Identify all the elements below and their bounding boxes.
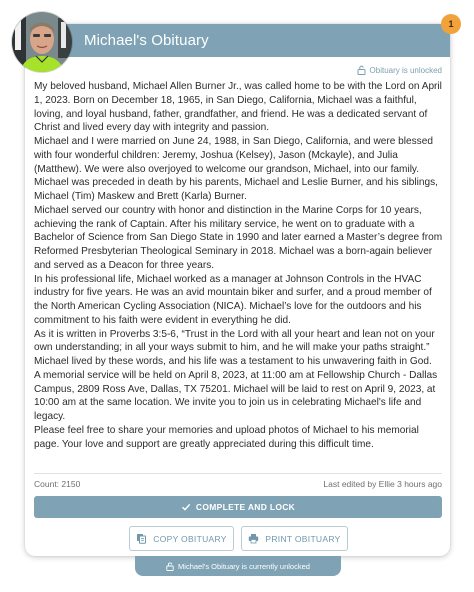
copy-icon [136, 533, 147, 544]
copy-obituary-button[interactable] [129, 526, 234, 551]
avatar [12, 12, 72, 72]
copy-obituary-label: COPY OBITUARY [153, 533, 227, 544]
lock-status-footer-label: Michael's Obituary is currently unlocked [178, 561, 310, 571]
obituary-paragraph: A memorial service will be held on April 8, 2023, at 11:00 am at Fellowship Church - Dallas Campus, 2809 Ross Ave, Dallas, TX 75201. Michael will be laid to rest on April 9, 2023, at 10:00 am at the same location. We invite you to join us in celebrating Michael's life and legacy. [34, 369, 438, 422]
card-header [25, 24, 450, 57]
printer-icon [248, 533, 259, 544]
complete-and-lock-label: COMPLETE AND LOCK [195, 502, 296, 512]
obituary-paragraph: In his professional life, Michael worked as a manager at Johnson Controls in the HVAC industry for five years. He was an avid mountain biker and surfer, and a proud member of the North American Cycling Association (NICA). Michael’s love for the outdoors and his commitment to his faith were evident in everything he did. [34, 273, 432, 326]
obituary-paragraph: My beloved husband, Michael Allen Burner Jr., was called home to be with the Lord on April 1, 2023. Born on December 18, 1965, in San Diego, California, Michael was a faithful, loving, and loyal husband, father, grandfather, and friend. He was a dedicated servant of Christ and lived every day with integrity and passion. [34, 81, 442, 134]
obituary-paragraph: Please feel free to share your memories and upload photos of Michael to his memorial page. Your love and support are greatly appreciated during this difficult time. [34, 424, 419, 450]
lock-status-footer [135, 556, 341, 576]
print-obituary-label: PRINT OBITUARY [265, 533, 341, 544]
obituary-paragraph: As it is written in Proverbs 3:5-6, “Trust in the Lord with all your heart and lean not on your own understanding; in all your ways submit to him, and he will make your paths straight.” Michael lived by these words, and his life was a testament to his unwavering faith in God. [34, 328, 435, 367]
complete-and-lock-button[interactable] [34, 496, 442, 518]
check-icon [181, 502, 191, 512]
page-title: Michael's Obituary [84, 32, 209, 49]
obituary-paragraph: Michael and I were married on June 24, 1988, in San Diego, California, and were blessed with four wonderful children: Jeremy, Joshua (Kelsey), Jason (Mckayle), and Julia (Matthew). We were also overjoyed to welcome our grandson, Michael, into our family. Michael was preceded in death by his parents, Michael and Leslie Burner, and his siblings, Michael (Tim) Maskew and Brett (Karla) Burner. [34, 136, 438, 202]
lock-open-icon [166, 562, 174, 571]
obituary-card [25, 24, 450, 556]
lock-open-icon [357, 65, 366, 75]
print-obituary-button[interactable] [241, 526, 348, 551]
character-count: Count: 2150 [34, 479, 81, 489]
last-edited: Last edited by Ellie 3 hours ago [323, 479, 442, 489]
lock-status [357, 63, 442, 77]
obituary-paragraph: Michael served our country with honor and distinction in the Marine Corps for 10 years, achieving the rank of Captain. After his military service, he went on to graduate with a Bachelor of Science from San Diego State in 1990 and later earned a Master’s degree from Reformed Presbyterian Theological Seminary in 2018. Michael was a born-again believer and served as a Deacon for three years. [34, 204, 443, 271]
divider [34, 473, 442, 474]
notification-badge[interactable]: 1 [441, 14, 461, 34]
obituary-text[interactable] [34, 80, 446, 451]
lock-status-label: Obituary is unlocked [369, 65, 442, 75]
